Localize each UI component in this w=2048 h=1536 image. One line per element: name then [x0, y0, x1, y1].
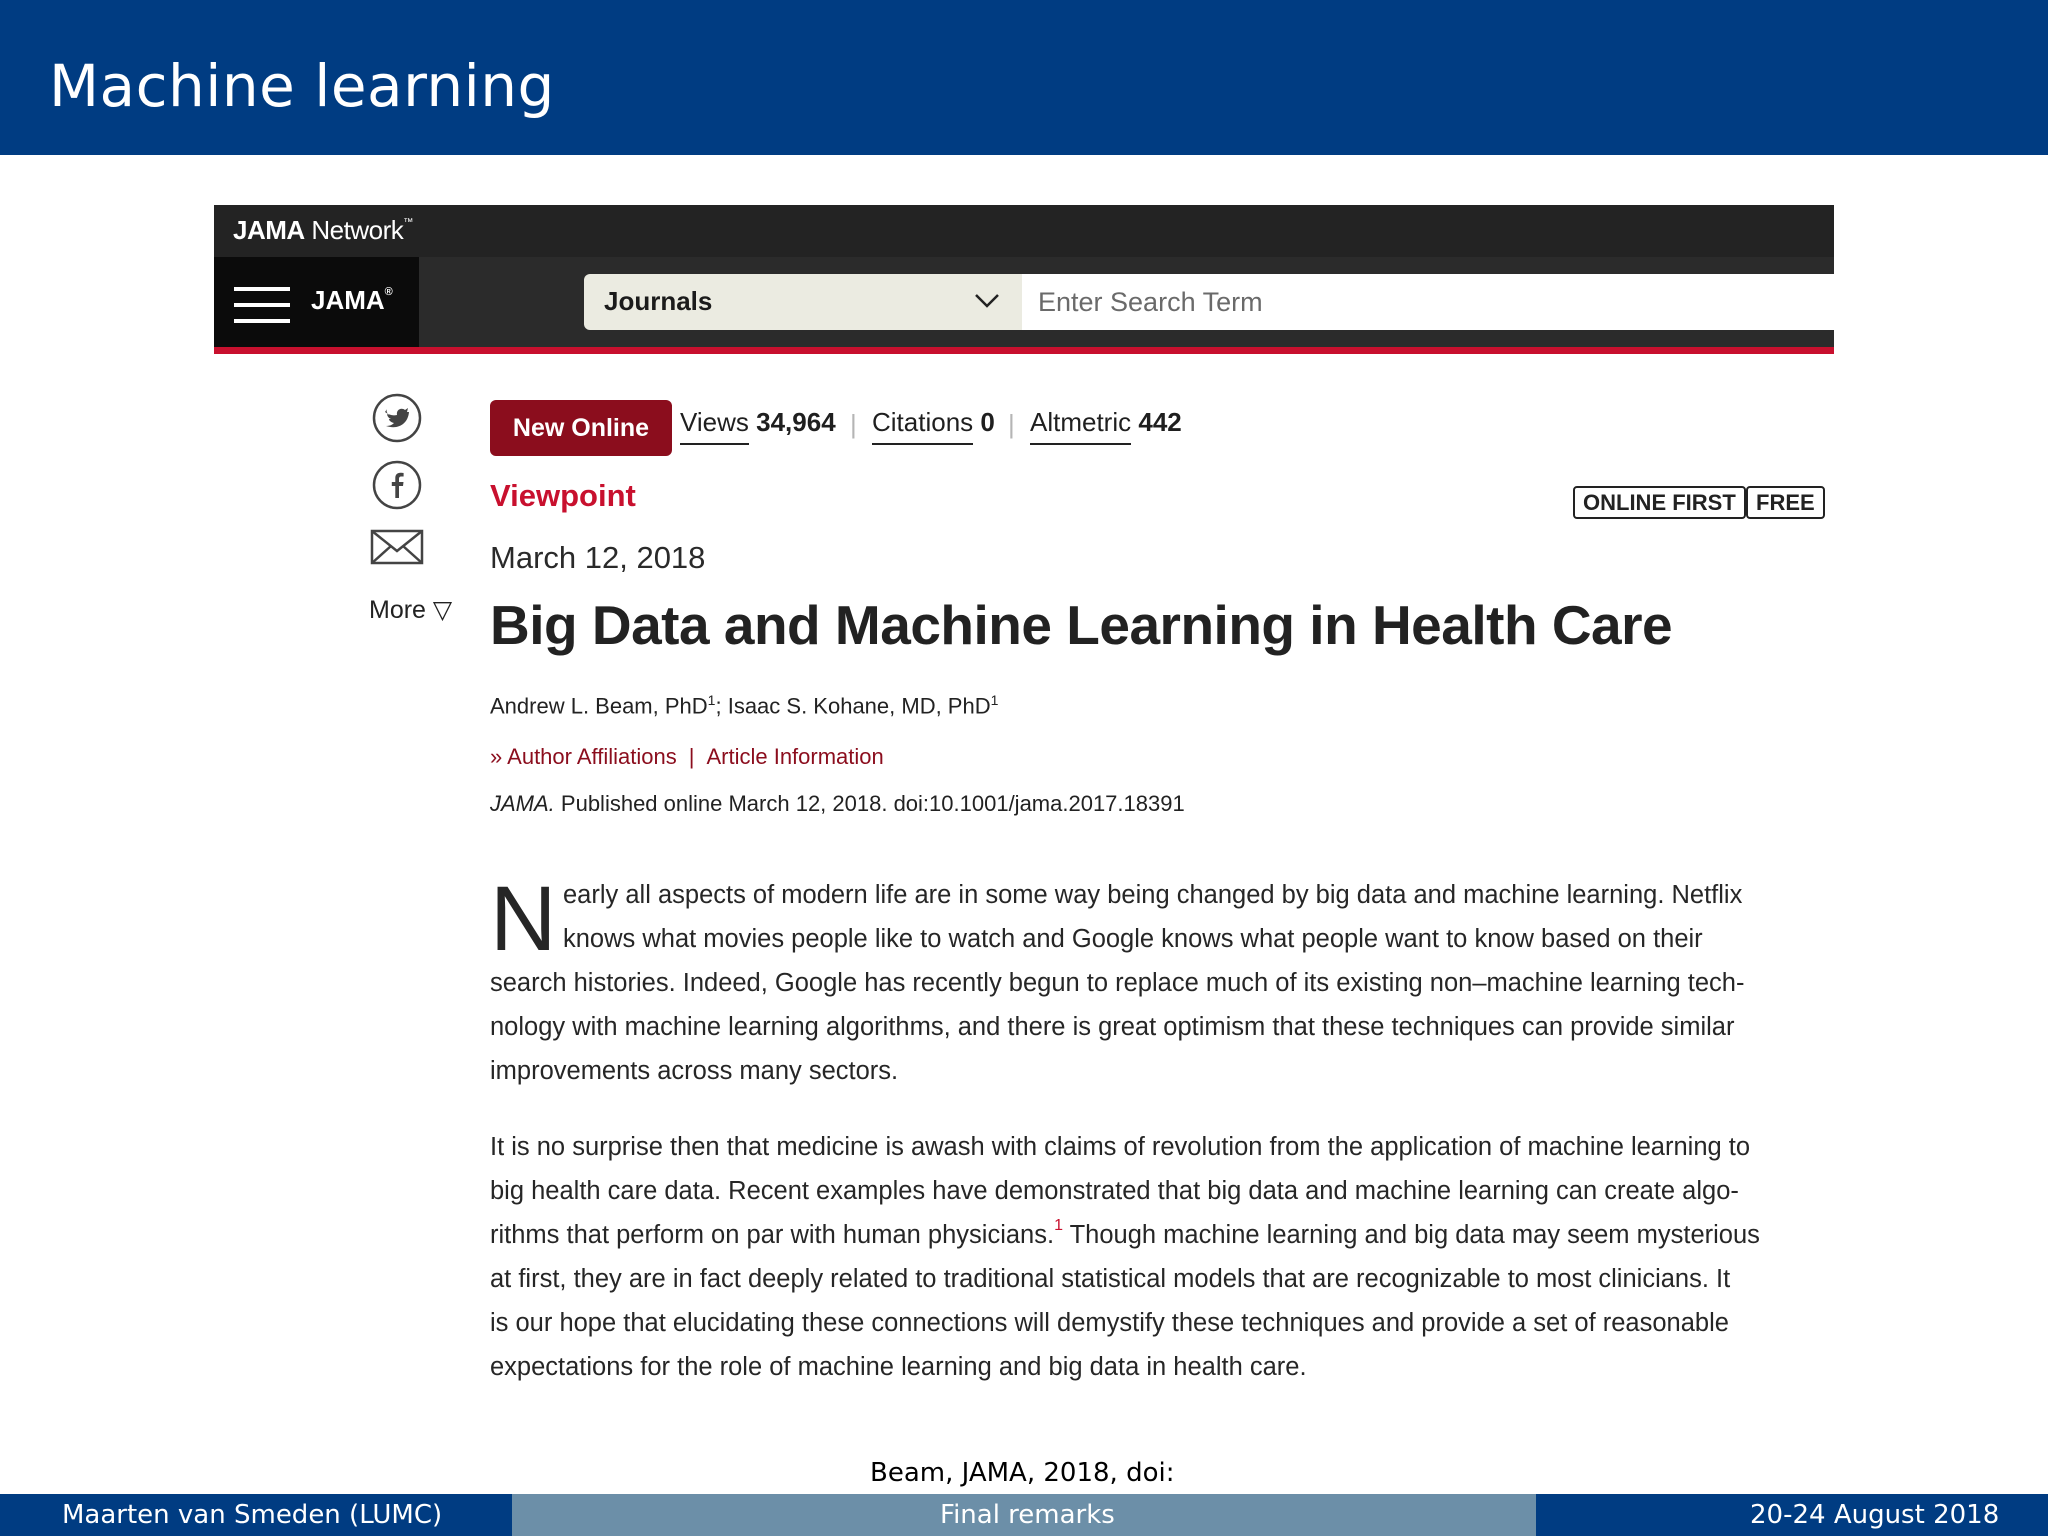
double-chevron-right-icon: » — [490, 744, 503, 769]
network-bar — [214, 205, 1834, 257]
chevron-down-icon — [974, 292, 1000, 310]
article-title: Big Data and Machine Learning in Health Care — [490, 594, 1673, 656]
journal-nav-bar — [214, 257, 1834, 347]
views-label: Views — [680, 407, 749, 445]
citation-journal: JAMA. — [490, 791, 555, 816]
article-screenshot — [214, 205, 1834, 1393]
footer-date: 20-24 August 2018 — [1750, 1500, 2000, 1530]
jama-menu-block — [214, 257, 419, 347]
free-tag: FREE — [1746, 486, 1825, 519]
facebook-icon[interactable] — [372, 460, 422, 510]
footer-right-panel — [1536, 1494, 2048, 1536]
search-input[interactable] — [1022, 274, 1834, 330]
paragraph-line: early all aspects of modern life are in some way being changed by big data and machine learning. Netflix — [563, 881, 1743, 909]
twitter-icon[interactable] — [372, 393, 422, 443]
author-list: Andrew L. Beam, PhD$^1$; Isaac S. Kohane, MD, PhD$^1$ — [490, 692, 999, 719]
article-information-link[interactable]: Article Information — [706, 744, 884, 769]
link-separator: | — [688, 744, 695, 769]
paragraph-line: nology with machine learning algorithms, and there is great optimism that these techniques can provide similar — [490, 1013, 1735, 1041]
author-affiliation-sup: 1 — [990, 692, 999, 708]
journals-dropdown[interactable] — [584, 274, 1022, 330]
paragraph-line: is our hope that elucidating these connections will demystify these techniques and provide a set of reasonable — [490, 1309, 1729, 1337]
nav-red-rule — [214, 347, 1834, 354]
author-name[interactable]: Andrew L. Beam, PhD — [490, 693, 708, 719]
paragraph-line: search histories. Indeed, Google has recently begun to replace much of its existing non–machine learning tech- — [490, 969, 1745, 997]
online-first-tag: ONLINE FIRST — [1573, 486, 1746, 519]
citations-metric[interactable] — [872, 407, 995, 446]
paragraph-line: big health care data. Recent examples have demonstrated that big data and machine learning can create algo- — [490, 1177, 1739, 1205]
paragraph-line: expectations for the role of machine learning and big data in health care. — [490, 1353, 1307, 1381]
section-label[interactable]: Viewpoint — [490, 478, 636, 513]
meta-separator: | — [1008, 409, 1015, 439]
author-affiliation-sup: 1 — [707, 692, 716, 708]
slide-footer — [0, 1494, 2048, 1536]
author-affiliations-label: Author Affiliations — [507, 744, 677, 769]
paragraph-line — [490, 1217, 1760, 1250]
altmetric-metric[interactable] — [1030, 407, 1182, 446]
paragraph-line: at first, they are in fact deeply related to traditional statistical models that are recognizable to most clinicians. It — [490, 1265, 1731, 1293]
footer-center-panel — [512, 1494, 1536, 1536]
jama-network-logo[interactable]: JAMA Network™ — [233, 215, 413, 245]
altmetric-label: Altmetric — [1030, 407, 1131, 445]
journals-dropdown-label: Journals — [604, 286, 713, 316]
new-online-badge: New Online — [490, 400, 672, 456]
share-more-link[interactable]: More ▽ — [369, 596, 453, 624]
paragraph-line: knows what movies people like to watch and Google knows what people want to know based on their — [563, 925, 1703, 953]
jama-logo[interactable]: JAMA® — [311, 285, 393, 315]
author-name[interactable]: Isaac S. Kohane, MD, PhD — [727, 693, 991, 719]
footer-section: Final remarks — [940, 1500, 1115, 1530]
reference-link[interactable]: 1 — [1054, 1217, 1063, 1234]
paragraph-line: improvements across many sectors. — [490, 1057, 899, 1085]
author-affiliations-link[interactable] — [490, 744, 677, 769]
mail-icon[interactable] — [370, 527, 424, 567]
drop-cap: N — [490, 868, 557, 970]
citations-value: 0 — [980, 407, 995, 437]
article-date: March 12, 2018 — [490, 540, 706, 575]
paragraph-line: It is no surprise then that medicine is awash with claims of revolution from the application of machine learning to — [490, 1133, 1751, 1161]
footer-author: Maarten van Smeden (LUMC) — [62, 1500, 443, 1530]
footer-left-panel — [0, 1494, 512, 1536]
network-brand: JAMA — [233, 215, 305, 245]
hamburger-menu-icon[interactable] — [234, 287, 290, 323]
paragraph-line-text: Though machine learning and big data may seem mysterious — [1062, 1221, 1760, 1249]
citations-label: Citations — [872, 407, 973, 445]
paragraph-line-text: rithms that perform on par with human physicians. — [490, 1221, 1055, 1249]
citation-line — [490, 791, 1185, 817]
jama-logo-text: JAMA — [311, 285, 385, 315]
citation-details: Published online March 12, 2018. doi:10.1001/jama.2017.18391 — [554, 791, 1185, 816]
altmetric-value: 442 — [1138, 407, 1182, 437]
source-caption: Beam, JAMA, 2018, doi: — [870, 1458, 1175, 1488]
slide-header — [0, 0, 2048, 155]
views-value: 34,964 — [756, 407, 836, 437]
article-links-row — [490, 744, 884, 770]
slide-title: Machine learning — [49, 52, 555, 120]
network-word: Network — [311, 215, 404, 245]
meta-separator: | — [850, 409, 857, 439]
views-metric[interactable] — [680, 407, 836, 446]
